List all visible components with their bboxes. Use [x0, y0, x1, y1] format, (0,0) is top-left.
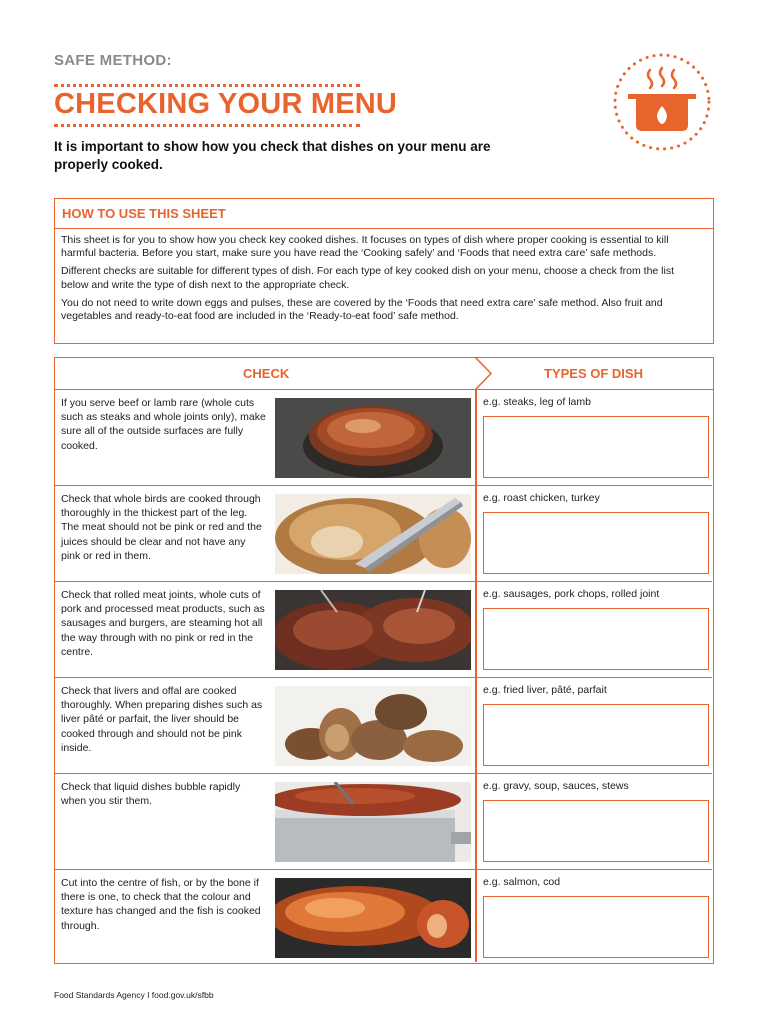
roast-chicken-photo [275, 494, 471, 574]
title-dots-top [54, 84, 360, 87]
example-text: e.g. gravy, soup, sauces, stews [483, 780, 629, 792]
table-row [55, 582, 712, 678]
check-text: Check that livers and offal are cooked thoroughly. When preparing dishes such as liver pâté or parfait, the liver should be cooked through and should not be pink inside. [61, 685, 263, 754]
how-to-paragraph: Different checks are suitable for different types of dish. For each type of key cooked dish on your menu, choose a check from the list below and write the type of dish next to the appropriate check. [61, 265, 675, 291]
table-row [55, 678, 712, 774]
check-text: If you serve beef or lamb rare (whole cuts such as steaks and whole joints only), make sure all of the outside surfaces are fully cooked. [61, 397, 266, 452]
eyebrow-label: SAFE METHOD: [54, 52, 172, 69]
grilled-salmon-photo [275, 878, 471, 958]
dish-types-input[interactable] [483, 800, 709, 862]
column-header-types: TYPES OF DISH [544, 366, 643, 381]
dish-types-input[interactable] [483, 416, 709, 478]
chevron-right-icon [473, 357, 495, 390]
table-header [55, 358, 713, 390]
dish-types-input[interactable] [483, 896, 709, 958]
dish-types-input[interactable] [483, 608, 709, 670]
table-row [55, 870, 712, 965]
column-header-check: CHECK [243, 366, 290, 381]
cooking-pot-icon [610, 52, 714, 152]
check-text: Check that liquid dishes bubble rapidly when you stir them. [61, 781, 241, 808]
seared-steak-photo [275, 398, 471, 478]
dish-types-input[interactable] [483, 512, 709, 574]
how-to-paragraph: You do not need to write down eggs and pulses, these are covered by the ‘Foods that need extra care’ safe method. Also fruit and vegetables and ready-to-eat food are included in the ‘Ready-to-eat food’ safe method. [61, 296, 663, 323]
how-to-heading: HOW TO USE THIS SHEET [55, 199, 713, 229]
example-text: e.g. roast chicken, turkey [483, 492, 600, 504]
pork-chops-photo [275, 590, 471, 670]
check-text: Check that whole birds are cooked through thoroughly in the thickest part of the leg. The meat should not be pink or red and the juices should be clear and not have any pink or red in them. [61, 493, 262, 562]
soup-pot-photo [275, 782, 471, 862]
how-to-body [55, 229, 713, 323]
page-title: CHECKING YOUR MENU [54, 88, 398, 120]
cooked-liver-photo [275, 686, 471, 766]
table-row [55, 486, 712, 582]
table-row [55, 390, 712, 486]
example-text: e.g. fried liver, pâté, parfait [483, 684, 607, 696]
dish-types-input[interactable] [483, 704, 709, 766]
intro-text: It is important to show how you check that dishes on your menu are properly cooked. [54, 139, 491, 172]
example-text: e.g. salmon, cod [483, 876, 561, 888]
footer-text: Food Standards Agency I food.gov.uk/sfbb [54, 990, 214, 1000]
how-to-paragraph: This sheet is for you to show how you check key cooked dishes. It focuses on types of dish where proper cooking is essential to kill harmful bacteria. Before you start, make sure you have read the ‘Cooking safely’ and ‘Foods that need extra care’ safe methods. [61, 234, 669, 260]
example-text: e.g. sausages, pork chops, rolled joint [483, 588, 660, 600]
check-text: Cut into the centre of fish, or by the bone if there is one, to check that the colour and texture has changed and the fish is cooked through. [61, 877, 261, 932]
how-to-panel [54, 198, 714, 344]
example-text: e.g. steaks, leg of lamb [483, 396, 591, 408]
title-dots-bottom [54, 124, 360, 127]
checks-table [54, 357, 714, 964]
table-row [55, 774, 712, 870]
check-text: Check that rolled meat joints, whole cuts of pork and processed meat products, such as sausages and burgers, are steaming hot all the way through with no pink or red in the centre. [61, 589, 265, 658]
